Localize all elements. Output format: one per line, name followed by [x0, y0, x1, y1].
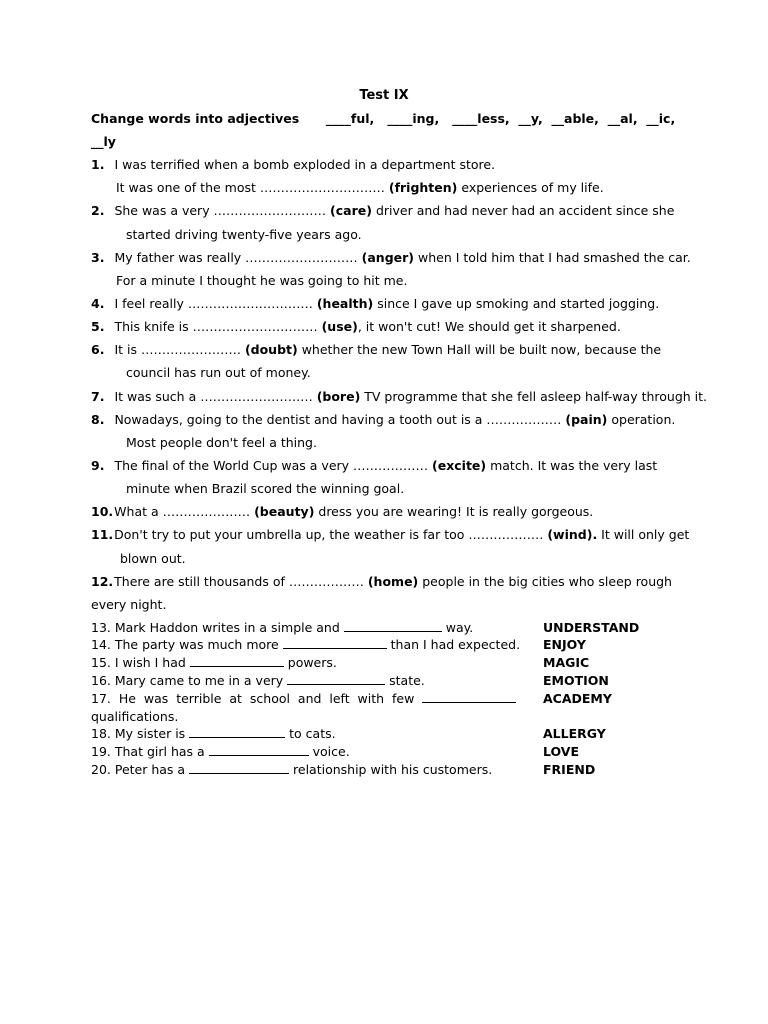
- question-text: way.: [441, 620, 474, 635]
- question-text: 19. That girl has a: [91, 744, 209, 759]
- question-text: It will only get: [597, 527, 690, 542]
- keyword: (doubt): [244, 342, 298, 357]
- question-text: dress you are wearing! It is really gorgeous.: [314, 504, 594, 519]
- answer-blank[interactable]: [189, 726, 285, 738]
- question-text: to cats.: [285, 726, 336, 741]
- question-2-line2: started driving twenty-five years ago.: [126, 227, 362, 242]
- question-17: [91, 691, 516, 707]
- question-text: since I gave up smoking and started jogging.: [373, 296, 660, 311]
- question-number: 1.: [91, 157, 105, 172]
- question-8: [91, 412, 675, 428]
- question-text: powers.: [283, 655, 337, 670]
- question-text: experiences of my life.: [457, 180, 604, 195]
- answer-blank[interactable]: [209, 744, 309, 756]
- keyword: (health): [316, 296, 374, 311]
- keyword: (pain): [565, 412, 608, 427]
- question-text: I feel really …………………………: [114, 296, 317, 311]
- question-text: than I had expected.: [386, 637, 521, 652]
- question-20: [91, 762, 492, 778]
- root-word: FRIEND: [543, 762, 596, 777]
- keyword: (frighten): [388, 180, 458, 195]
- root-word: ENJOY: [543, 637, 586, 652]
- instruction-line: [91, 111, 675, 127]
- question-11: [91, 527, 689, 543]
- answer-blank[interactable]: [344, 620, 442, 632]
- question-12-line2: every night.: [91, 597, 167, 612]
- question-number: 8.: [91, 412, 105, 427]
- keyword: (care): [330, 203, 372, 218]
- question-text: 15. I wish I had: [91, 655, 190, 670]
- question-number: 3.: [91, 250, 105, 265]
- question-1: [91, 157, 495, 173]
- root-word: ACADEMY: [543, 691, 612, 706]
- question-text: 13. Mark Haddon writes in a simple and: [91, 620, 344, 635]
- question-14: [91, 637, 520, 653]
- question-4: [91, 296, 659, 312]
- question-number: 7.: [91, 389, 105, 404]
- question-text: state.: [385, 673, 425, 688]
- question-text: voice.: [308, 744, 350, 759]
- root-word: EMOTION: [543, 673, 609, 688]
- question-9: [91, 458, 657, 474]
- question-text: Nowadays, going to the dentist and having a tooth out is a ………………: [114, 412, 566, 427]
- question-text: I was terrified when a bomb exploded in a department store.: [114, 157, 496, 172]
- question-text: What a …………………: [114, 504, 255, 519]
- keyword: (bore): [316, 389, 361, 404]
- question-10: [91, 504, 593, 520]
- root-word: UNDERSTAND: [543, 620, 640, 635]
- question-text: , it won't cut! We should get it sharpened.: [357, 319, 621, 334]
- instruction-suffixes-cont: __ly: [91, 134, 116, 149]
- answer-blank[interactable]: [190, 655, 284, 667]
- question-text: Don't try to put your umbrella up, the weather is far too ………………: [114, 527, 548, 542]
- question-13: [91, 620, 473, 636]
- question-6: [91, 342, 661, 358]
- root-word: MAGIC: [543, 655, 590, 670]
- question-text: 14. The party was much more: [91, 637, 283, 652]
- keyword: (beauty): [254, 504, 315, 519]
- question-12: [91, 574, 672, 590]
- question-7: [91, 389, 707, 405]
- question-number: 11.: [91, 527, 114, 542]
- question-text: people in the big cities who sleep rough: [418, 574, 672, 589]
- answer-blank[interactable]: [422, 691, 516, 703]
- question-3: [91, 250, 691, 266]
- question-18: [91, 726, 336, 742]
- instruction-label: Change words into adjectives: [91, 111, 300, 126]
- keyword: (use): [321, 319, 358, 334]
- question-number: 9.: [91, 458, 105, 473]
- keyword: (wind).: [547, 527, 598, 542]
- question-number: 5.: [91, 319, 105, 334]
- question-6-line2: council has run out of money.: [126, 365, 311, 380]
- question-text: relationship with his customers.: [289, 762, 493, 777]
- question-text: 17. He was terrible at school and left with few: [91, 691, 423, 706]
- question-11-line2: blown out.: [120, 551, 186, 566]
- keyword: (excite): [432, 458, 487, 473]
- question-19: [91, 744, 350, 760]
- root-word: LOVE: [543, 744, 580, 759]
- question-2: [91, 203, 674, 219]
- question-1-line2: [116, 180, 604, 196]
- question-16: [91, 673, 425, 689]
- root-word: ALLERGY: [543, 726, 606, 741]
- question-text: 18. My sister is: [91, 726, 190, 741]
- question-3-line2: For a minute I thought he was going to hit me.: [116, 273, 408, 288]
- question-number: 4.: [91, 296, 105, 311]
- question-text: 20. Peter has a: [91, 762, 190, 777]
- question-text: This knife is …………………………: [114, 319, 322, 334]
- question-text: The final of the World Cup was a very ………………: [114, 458, 432, 473]
- answer-blank[interactable]: [283, 637, 387, 649]
- question-text: It was such a ………………………: [114, 389, 317, 404]
- question-15: [91, 655, 337, 671]
- question-text: match. It was the very last: [486, 458, 658, 473]
- question-number: 6.: [91, 342, 105, 357]
- answer-blank[interactable]: [189, 762, 289, 774]
- question-number: 12.: [91, 574, 114, 589]
- question-text: There are still thousands of ………………: [114, 574, 368, 589]
- question-text: It was one of the most …………………………: [116, 180, 389, 195]
- question-text: whether the new Town Hall will be built now, because the: [297, 342, 662, 357]
- question-text: TV programme that she fell asleep half-way through it.: [360, 389, 708, 404]
- question-9-line2: minute when Brazil scored the winning goal.: [126, 481, 405, 496]
- question-text: when I told him that I had smashed the car.: [414, 250, 691, 265]
- question-text: It is ……………………: [114, 342, 245, 357]
- question-text: She was a very ………………………: [114, 203, 331, 218]
- instruction-suffixes: ____ful, ____ing, ____less, __y, __able, __al, __ic,: [325, 111, 676, 126]
- page-title: Test IX: [359, 88, 409, 103]
- question-number: 2.: [91, 203, 105, 218]
- keyword: (home): [367, 574, 419, 589]
- question-17-line2: qualifications.: [91, 709, 179, 724]
- keyword: (anger): [361, 250, 415, 265]
- question-number: 10.: [91, 504, 114, 519]
- question-5: [91, 319, 621, 335]
- question-text: My father was really ………………………: [114, 250, 362, 265]
- question-8-line2: Most people don't feel a thing.: [126, 435, 317, 450]
- question-text: operation.: [607, 412, 676, 427]
- answer-blank[interactable]: [287, 673, 385, 685]
- question-text: 16. Mary came to me in a very: [91, 673, 288, 688]
- question-text: driver and had never had an accident since she: [371, 203, 675, 218]
